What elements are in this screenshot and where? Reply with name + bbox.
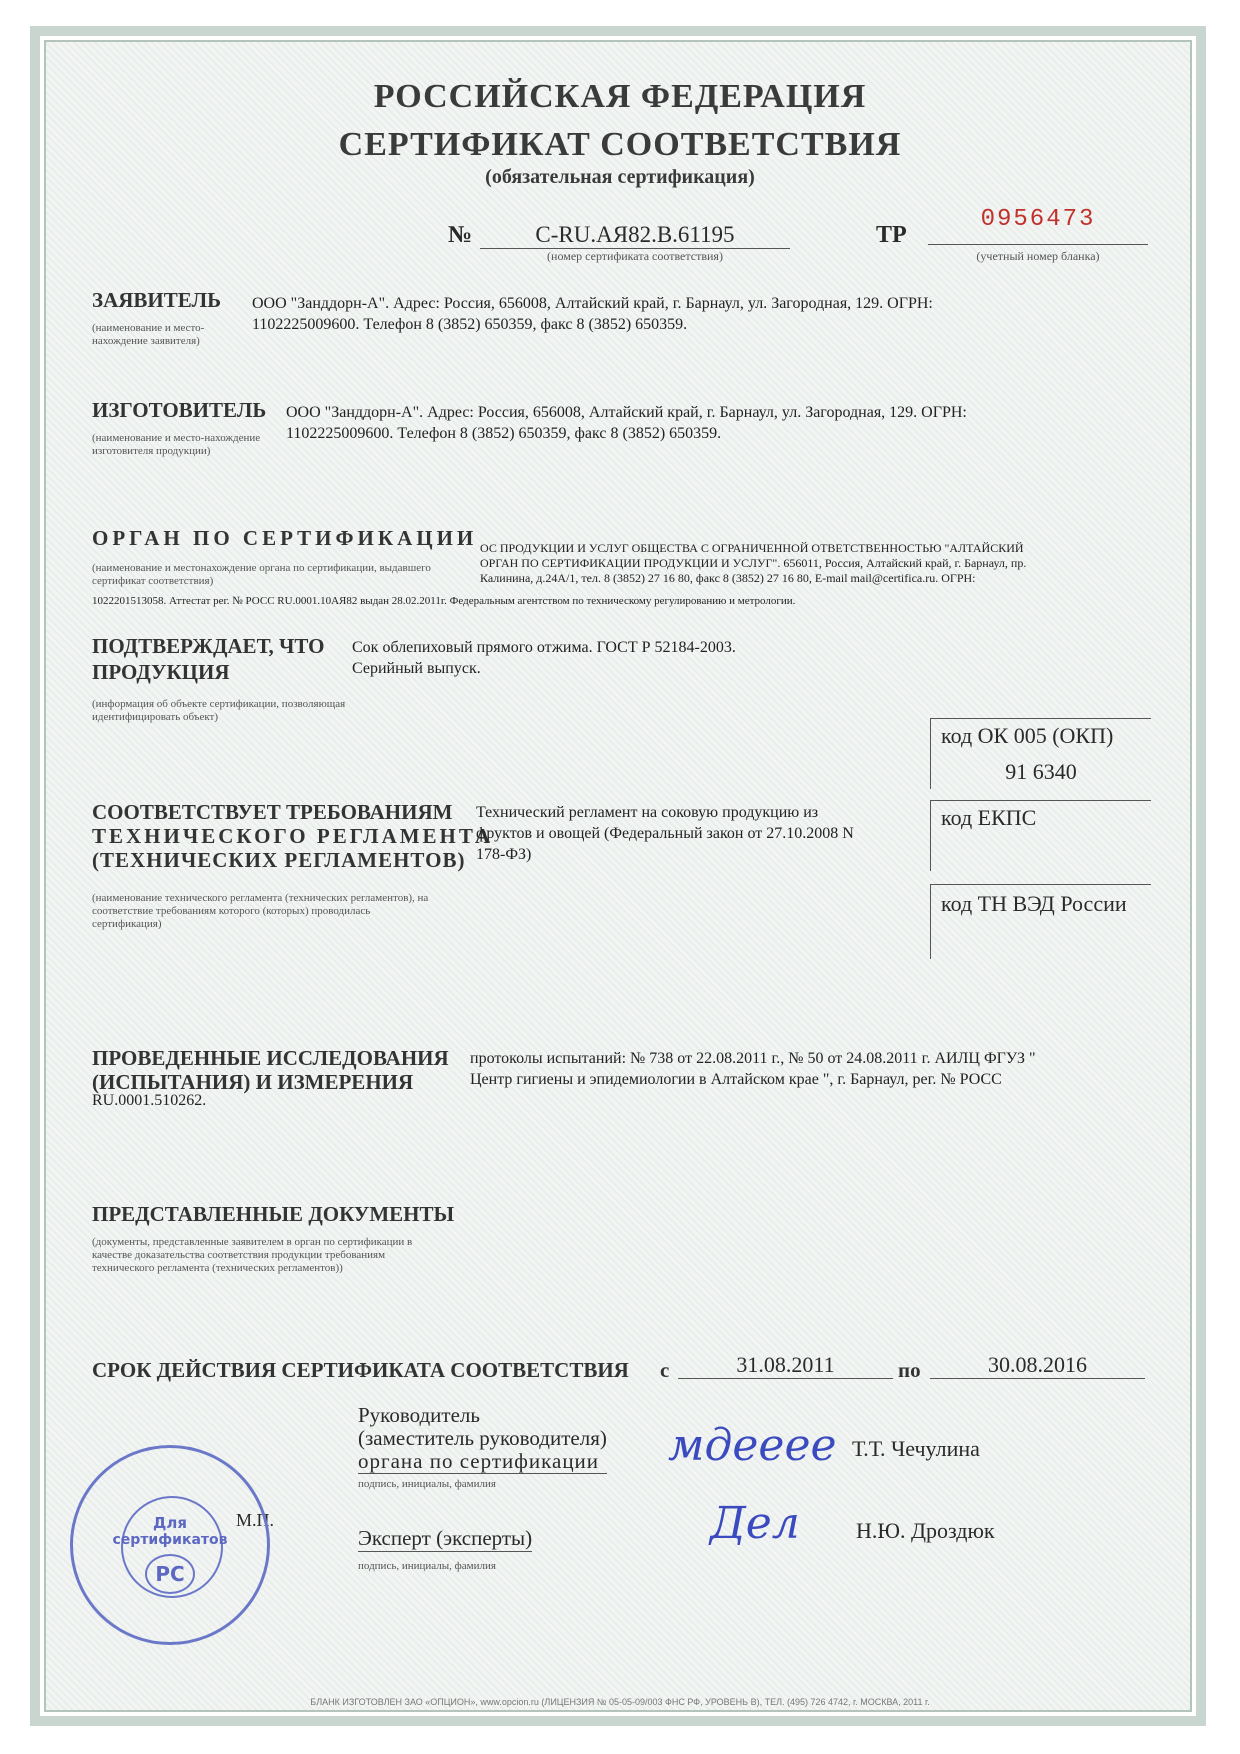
head-signature-note: подпись, инициалы, фамилия xyxy=(358,1478,496,1490)
cert-body-text xyxy=(480,541,1170,586)
ekps-code-box xyxy=(930,800,1151,871)
regulation-text xyxy=(476,802,926,865)
certificate-title: СЕРТИФИКАТ СООТВЕТСТВИЯ xyxy=(338,126,902,163)
head-title xyxy=(358,1404,607,1474)
blank-number-field xyxy=(928,206,1148,245)
product-label-1: ПОДТВЕРЖДАЕТ, ЧТО xyxy=(92,634,325,658)
head-line-2: (заместитель руководителя) xyxy=(358,1426,607,1450)
head-signature-icon: мдееее xyxy=(668,1420,837,1471)
cert-body-line-1: ОС ПРОДУКЦИИ И УСЛУГ ОБЩЕСТВА С ОГРАНИЧЕННОЙ ОТВЕТСТВЕННОСТЬЮ "АЛТАЙСКИЙ xyxy=(480,541,1024,555)
applicant-note: (наименование и место-нахождение заявителя) xyxy=(92,322,205,347)
certificate-number-note: (номер сертификата соответствия) xyxy=(547,249,723,263)
regulation-line-1: Технический регламент на соковую продукцию из xyxy=(476,804,819,821)
product-label-2: ПРОДУКЦИЯ xyxy=(92,660,230,684)
okp-code-box xyxy=(930,718,1151,789)
validity-label: СРОК ДЕЙСТВИЯ СЕРТИФИКАТА СООТВЕТСТВИЯ xyxy=(92,1358,629,1382)
expert-label: Эксперт (эксперты) xyxy=(358,1526,533,1550)
tests-label-2: (ИСПЫТАНИЯ) И ИЗМЕРЕНИЯ xyxy=(92,1070,414,1094)
tnved-code-label: код ТН ВЭД России xyxy=(941,891,1127,916)
blank-number-note: (учетный номер бланка) xyxy=(976,249,1100,263)
cert-body-label: ОРГАН ПО СЕРТИФИКАЦИИ xyxy=(92,526,478,550)
printer-footer: БЛАНК ИЗГОТОВЛЕН ЗАО «ОПЦИОН», www.opcion.ru (ЛИЦЕНЗИЯ № 05-05-09/003 ФНС РФ, УРОВЕНЬ В), ТЕЛ. (495) 726 4742, г. МОСКВА, 2011 г. xyxy=(310,1697,930,1707)
product-line-2: Серийный выпуск. xyxy=(352,660,481,677)
tr-label: ТР xyxy=(876,222,907,248)
okp-code-label: код ОК 005 (ОКП) xyxy=(941,723,1114,748)
documents-label: ПРЕДСТАВЛЕННЫЕ ДОКУМЕНТЫ xyxy=(92,1202,455,1226)
cert-body-line-2: ОРГАН ПО СЕРТИФИКАЦИИ ПРОДУКЦИИ И УСЛУГ". 656011, Россия, Алтайский край, г. Барнаул, пр. xyxy=(480,556,1027,570)
head-line-1: Руководитель xyxy=(358,1403,480,1427)
ekps-code-label: код ЕКПС xyxy=(941,805,1037,830)
cert-body-line-3: Калинина, д.24А/1, тел. 8 (3852) 27 16 80, факс 8 (3852) 27 16 80, E-mail mail@certifica.ru. ОГРН: xyxy=(480,571,976,585)
regulation-label-3: (ТЕХНИЧЕСКИХ РЕГЛАМЕНТОВ) xyxy=(92,848,466,872)
manufacturer-line-1: ООО "Занддорн-А". Адрес: Россия, 656008, Алтайский край, г. Барнаул, ул. Загородная, 129. ОГРН: xyxy=(286,404,967,421)
seal-place-label: М.П. xyxy=(236,1510,275,1530)
head-line-3: органа по сертификации xyxy=(358,1450,607,1474)
seal-rs-mark-icon: РС xyxy=(145,1554,195,1594)
blank-number: 0956473 xyxy=(980,206,1096,233)
number-sign: № xyxy=(448,222,473,248)
manufacturer-line-2: 1102225009600. Телефон 8 (3852) 650359, факс 8 (3852) 650359. xyxy=(286,425,722,442)
tests-line-3: RU.0001.510262. xyxy=(92,1092,207,1109)
expert-signature-icon: Дел xyxy=(710,1498,800,1549)
documents-note: (документы, представленные заявителем в орган по сертификации в качестве доказательства соответствия продукции требованиям технического регламента (технических регламентов)) xyxy=(92,1236,413,1274)
product-note: (информация об объекте сертификации, позволяющая идентифицировать объект) xyxy=(92,698,346,723)
applicant-line-1: ООО "Занддорн-А". Адрес: Россия, 656008, Алтайский край, г. Барнаул, ул. Загородная, 129. ОГРН: xyxy=(252,295,933,312)
tests-line-2: Центр гигиены и эпидемиологии в Алтайском крае ", г. Барнаул, рег. № РОСС xyxy=(470,1071,1002,1088)
seal-text-2: сертификатов xyxy=(112,1532,228,1548)
cert-body-note: (наименование и местонахождение органа по сертификации, выдавшего сертификат соответствия) xyxy=(92,562,431,587)
validity-to-date: 30.08.2016 xyxy=(930,1352,1145,1379)
expert-signature-note: подпись, инициалы, фамилия xyxy=(358,1560,496,1572)
validity-from-date: 31.08.2011 xyxy=(678,1352,893,1379)
expert-name: Н.Ю. Дроздюк xyxy=(856,1518,995,1543)
tests-line-1: протоколы испытаний: № 738 от 22.08.2011 г., № 50 от 24.08.2011 г. АИЛЦ ФГУЗ " xyxy=(470,1050,1036,1067)
manufacturer-label: ИЗГОТОВИТЕЛЬ xyxy=(92,398,267,422)
validity-from-label: с xyxy=(660,1358,670,1382)
applicant-text xyxy=(252,293,1152,335)
product-text xyxy=(352,637,912,679)
manufacturer-text xyxy=(286,402,1166,444)
regulation-line-2: фруктов и овощей (Федеральный закон от 27.10.2008 N xyxy=(476,825,854,842)
round-seal-icon xyxy=(70,1445,270,1645)
okp-code-value: 91 6340 xyxy=(1005,759,1077,784)
certificate-number: C-RU.АЯ82.В.61195 xyxy=(480,222,790,249)
seal-text-1: Для xyxy=(153,1514,187,1532)
regulation-label-1: СООТВЕТСТВУЕТ ТРЕБОВАНИЯМ xyxy=(92,800,453,824)
tnved-code-box xyxy=(930,884,1151,959)
country-title: РОССИЙСКАЯ ФЕДЕРАЦИЯ xyxy=(373,78,867,115)
regulation-label-2: ТЕХНИЧЕСКОГО РЕГЛАМЕНТА xyxy=(92,824,494,848)
head-name: Т.Т. Чечулина xyxy=(852,1436,980,1461)
applicant-label: ЗАЯВИТЕЛЬ xyxy=(92,288,222,312)
product-line-1: Сок облепиховый прямого отжима. ГОСТ Р 52184-2003. xyxy=(352,639,736,656)
validity-to-label: по xyxy=(898,1358,921,1382)
regulation-note: (наименование технического регламента (технических регламентов), на соответствие требованиям которого (которых) проводилась сертификация) xyxy=(92,892,429,930)
regulation-line-3: 178-ФЗ) xyxy=(476,846,532,863)
manufacturer-note: (наименование и место-нахождение изготовителя продукции) xyxy=(92,432,261,457)
certificate-subtitle: (обязательная сертификация) xyxy=(485,166,755,188)
cert-body-line-4: 1022201513058. Аттестат рег. № РОСС RU.0001.10АЯ82 выдан 28.02.2011г. Федеральным агентством по техническому регулированию и метрологии. xyxy=(92,595,796,607)
applicant-line-2: 1102225009600. Телефон 8 (3852) 650359, факс 8 (3852) 650359. xyxy=(252,316,688,333)
tests-label-1: ПРОВЕДЕННЫЕ ИССЛЕДОВАНИЯ xyxy=(92,1046,449,1070)
tests-text xyxy=(470,1048,1170,1090)
